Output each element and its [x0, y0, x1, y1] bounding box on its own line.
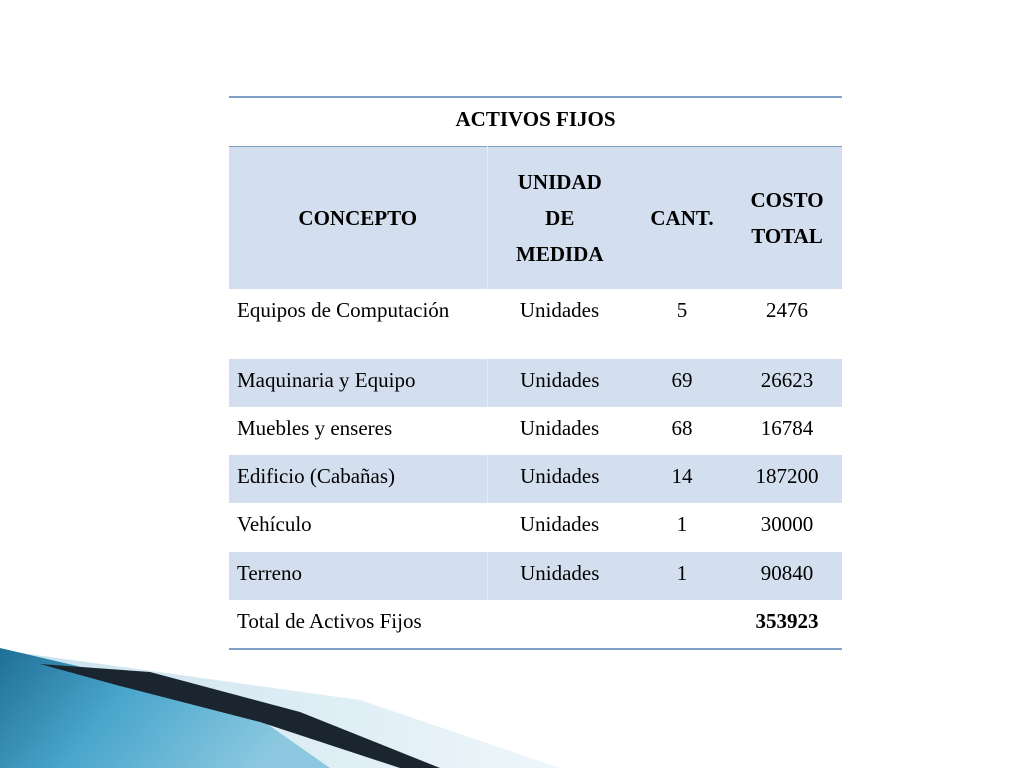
header-unidad-line3: MEDIDA: [516, 242, 604, 266]
cell-unidad: Unidades: [519, 512, 600, 536]
table-header-row: [229, 147, 842, 290]
table-title-row: [229, 97, 842, 147]
header-concepto: CONCEPTO: [229, 147, 487, 290]
total-value: 353923: [732, 600, 842, 649]
cell-cant: 1: [676, 512, 688, 536]
table-row: [229, 407, 842, 455]
cell-concepto: Equipos de Computación: [237, 298, 450, 322]
cell-costo: 26623: [732, 359, 842, 407]
header-unidad-line2: DE: [545, 206, 575, 230]
cell-unidad: Unidades: [487, 455, 632, 503]
cell-concepto: Muebles y enseres: [237, 416, 393, 440]
table-row: [229, 552, 842, 600]
cell-concepto: Terreno: [229, 552, 487, 600]
activos-fijos-table: [229, 96, 842, 650]
header-unidad-medida: [487, 147, 632, 290]
cell-unidad: Unidades: [519, 298, 600, 322]
cell-concepto: Vehículo: [237, 512, 312, 536]
table-row: [229, 455, 842, 503]
cell-cant: 1: [632, 552, 732, 600]
cell-concepto: Maquinaria y Equipo: [229, 359, 487, 407]
cell-unidad: Unidades: [519, 416, 600, 440]
cell-cant: 68: [671, 416, 693, 440]
header-cant: CANT.: [632, 147, 732, 290]
cell-unidad: Unidades: [487, 552, 632, 600]
cell-costo: 30000: [760, 512, 814, 536]
cell-costo: 90840: [732, 552, 842, 600]
table-row: [229, 359, 842, 407]
cell-costo: 2476: [766, 298, 809, 322]
table-row: [229, 289, 842, 359]
table-row: [229, 503, 842, 552]
header-costo-line1: COSTO: [750, 188, 824, 212]
cell-cant: 14: [632, 455, 732, 503]
table-title: ACTIVOS FIJOS: [229, 97, 842, 147]
cell-costo: 16784: [760, 416, 814, 440]
header-costo-line2: TOTAL: [751, 224, 823, 248]
cell-cant: 69: [632, 359, 732, 407]
table-total-row: [229, 600, 842, 649]
cell-cant: 5: [676, 298, 688, 322]
total-label: Total de Activos Fijos: [229, 600, 732, 649]
header-unidad-line1: UNIDAD: [517, 170, 602, 194]
cell-concepto: Edificio (Cabañas): [229, 455, 487, 503]
header-costo-total: [732, 147, 842, 290]
cell-costo: 187200: [732, 455, 842, 503]
cell-unidad: Unidades: [487, 359, 632, 407]
